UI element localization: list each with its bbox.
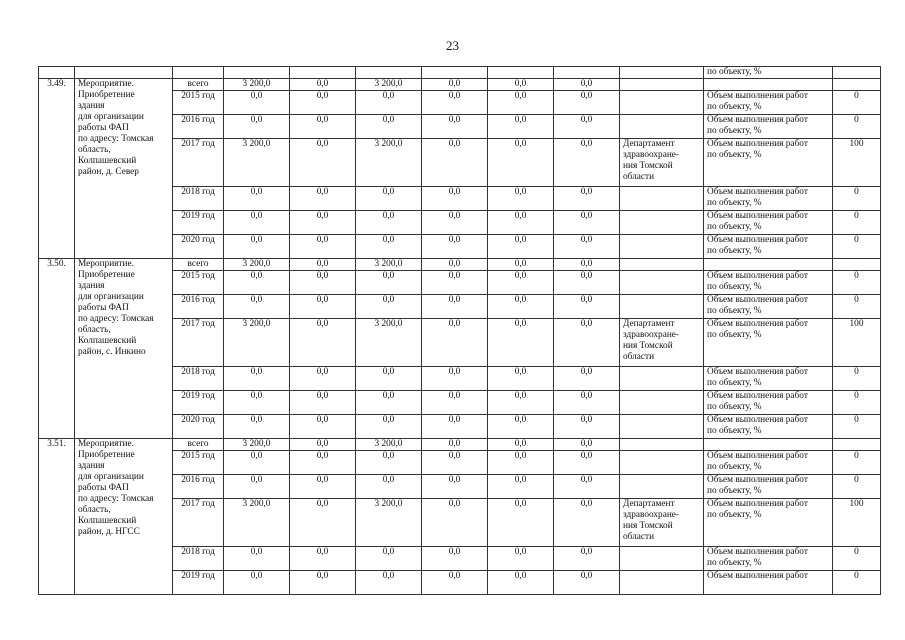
- description-line: район, с. Инкино: [78, 347, 146, 357]
- indicator-line: Объем выполнения работ: [707, 235, 808, 245]
- amount-cell: 0,0: [290, 211, 356, 235]
- description-line: Колпашевский: [78, 516, 137, 526]
- responsible-cell: [620, 475, 704, 499]
- year-cell: 2019 год: [173, 571, 224, 595]
- indicator-cell: [704, 259, 833, 271]
- indicator-cell: [704, 115, 833, 139]
- amount-cell: 0,0: [224, 187, 290, 211]
- indicator-value: 0: [833, 475, 881, 499]
- description-line: Мероприятие.: [78, 439, 134, 449]
- amount-cell: 0,0: [554, 547, 620, 571]
- amount-cell: 0,0: [488, 271, 554, 295]
- amount-cell: 0,0: [422, 295, 488, 319]
- indicator-cell: [704, 139, 833, 187]
- amount-cell: 0,0: [422, 211, 488, 235]
- year-cell: 2018 год: [173, 367, 224, 391]
- description-line: по адресу: Томская: [78, 494, 154, 504]
- responsible-cell: [620, 115, 704, 139]
- amount-cell: 0,0: [422, 415, 488, 439]
- item-number: 3.51.: [39, 439, 75, 595]
- amount-cell: 0,0: [422, 115, 488, 139]
- indicator-value: [833, 439, 881, 451]
- responsible-line: области: [623, 352, 655, 362]
- year-cell: 2015 год: [173, 451, 224, 475]
- amount-cell: 0,0: [554, 235, 620, 259]
- amount-cell: 3 200,0: [224, 79, 290, 91]
- year-cell: 2018 год: [173, 547, 224, 571]
- indicator-line: по объекту, %: [707, 150, 762, 160]
- amount-cell: 0,0: [290, 451, 356, 475]
- amount-cell: 0,0: [224, 391, 290, 415]
- responsible-cell: [620, 79, 704, 91]
- amount-cell: 0,0: [488, 91, 554, 115]
- responsible-cell: [620, 211, 704, 235]
- year-cell: 2019 год: [173, 211, 224, 235]
- year-cell: 2017 год: [173, 499, 224, 547]
- indicator-cell: [704, 547, 833, 571]
- indicator-value: 100: [833, 319, 881, 367]
- amount-cell: 0,0: [290, 259, 356, 271]
- description-line: район, д. Север: [78, 167, 139, 177]
- table-row: [39, 439, 881, 451]
- responsible-cell: [620, 271, 704, 295]
- description-line: Колпашевский: [78, 156, 137, 166]
- amount-cell: 0,0: [554, 475, 620, 499]
- responsible-line: здравоохране-: [623, 150, 680, 160]
- year-cell: 2015 год: [173, 91, 224, 115]
- year-cell: 2017 год: [173, 139, 224, 187]
- amount-cell: 0,0: [422, 475, 488, 499]
- responsible-cell: [620, 571, 704, 595]
- description-line: для организации: [78, 292, 144, 302]
- amount-cell: 0,0: [488, 187, 554, 211]
- responsible-line: области: [623, 172, 655, 182]
- indicator-line: Объем выполнения работ: [707, 115, 808, 125]
- responsible-line: области: [623, 532, 655, 542]
- year-cell: 2019 год: [173, 391, 224, 415]
- amount-cell: 0,0: [290, 415, 356, 439]
- indicator-cell: [704, 391, 833, 415]
- indicator-value: 0: [833, 91, 881, 115]
- amount-cell: 0,0: [422, 367, 488, 391]
- amount-cell: 0,0: [290, 391, 356, 415]
- item-description: [75, 439, 173, 595]
- indicator-cell: [704, 91, 833, 115]
- amount-cell: 0,0: [488, 115, 554, 139]
- indicator-cell: [704, 211, 833, 235]
- item-number: 3.49.: [39, 79, 75, 259]
- amount-cell: 0,0: [356, 211, 422, 235]
- year-cell: 2016 год: [173, 295, 224, 319]
- amount-cell: 0,0: [290, 319, 356, 367]
- amount-cell: 0,0: [356, 187, 422, 211]
- amount-cell: 0,0: [554, 391, 620, 415]
- amount-cell: 0,0: [488, 295, 554, 319]
- amount-cell: 0,0: [488, 139, 554, 187]
- responsible-cell: [620, 451, 704, 475]
- amount-cell: 0,0: [422, 187, 488, 211]
- indicator-line: Объем выполнения работ: [707, 475, 808, 485]
- amount-cell: 3 200,0: [224, 259, 290, 271]
- amount-cell: 0,0: [290, 115, 356, 139]
- description-line: Колпашевский: [78, 336, 137, 346]
- description-line: работы ФАП: [78, 303, 129, 313]
- indicator-value: 0: [833, 235, 881, 259]
- indicator-line: Объем выполнения работ: [707, 451, 808, 461]
- amount-cell: 0,0: [488, 499, 554, 547]
- amount-cell: 0,0: [224, 367, 290, 391]
- amount-cell: 0,0: [422, 499, 488, 547]
- amount-cell: 3 200,0: [356, 79, 422, 91]
- indicator-value: 0: [833, 451, 881, 475]
- indicator-line: Объем выполнения работ: [707, 415, 808, 425]
- year-cell: всего: [173, 79, 224, 91]
- indicator-value: 0: [833, 571, 881, 595]
- indicator-line: по объекту, %: [707, 486, 762, 496]
- amount-cell: 3 200,0: [224, 319, 290, 367]
- indicator-value: 0: [833, 547, 881, 571]
- indicator-value: 0: [833, 115, 881, 139]
- amount-cell: 3 200,0: [224, 439, 290, 451]
- description-line: Приобретение: [78, 450, 135, 460]
- amount-cell: 0,0: [554, 139, 620, 187]
- amount-cell: 0,0: [356, 451, 422, 475]
- description-line: область,: [78, 325, 111, 335]
- amount-cell: 0,0: [224, 415, 290, 439]
- responsible-cell: [620, 319, 704, 367]
- indicator-cell: [704, 319, 833, 367]
- description-line: Мероприятие.: [78, 259, 134, 269]
- indicator-cell: [704, 295, 833, 319]
- indicator-line: по объекту, %: [707, 282, 762, 292]
- program-table: [38, 66, 881, 595]
- indicator-cell: [704, 475, 833, 499]
- year-cell: всего: [173, 259, 224, 271]
- responsible-line: Департамент: [623, 319, 675, 329]
- description-line: здания: [78, 281, 105, 291]
- year-cell: 2020 год: [173, 415, 224, 439]
- amount-cell: 0,0: [422, 319, 488, 367]
- description-line: для организации: [78, 112, 144, 122]
- item-description: [75, 79, 173, 259]
- amount-cell: 0,0: [554, 499, 620, 547]
- item-number: 3.50.: [39, 259, 75, 439]
- amount-cell: 0,0: [554, 439, 620, 451]
- amount-cell: 0,0: [554, 295, 620, 319]
- indicator-line: по объекту, %: [707, 330, 762, 340]
- amount-cell: 0,0: [224, 547, 290, 571]
- description-line: по адресу: Томская: [78, 314, 154, 324]
- indicator-line: Объем выполнения работ: [707, 211, 808, 221]
- item-description: [75, 259, 173, 439]
- amount-cell: 0,0: [290, 79, 356, 91]
- year-cell: 2015 год: [173, 271, 224, 295]
- indicator-value: 0: [833, 271, 881, 295]
- year-cell: 2017 год: [173, 319, 224, 367]
- responsible-cell: [620, 259, 704, 271]
- responsible-cell: [620, 139, 704, 187]
- indicator-value: 0: [833, 415, 881, 439]
- amount-cell: 0,0: [554, 571, 620, 595]
- amount-cell: 0,0: [422, 139, 488, 187]
- responsible-cell: [620, 499, 704, 547]
- indicator-line: Объем выполнения работ: [707, 295, 808, 305]
- amount-cell: 0,0: [554, 451, 620, 475]
- amount-cell: 0,0: [488, 259, 554, 271]
- indicator-line: по объекту, %: [707, 102, 762, 112]
- description-line: работы ФАП: [78, 483, 129, 493]
- indicator-value: 0: [833, 391, 881, 415]
- amount-cell: 0,0: [554, 415, 620, 439]
- amount-cell: 0,0: [356, 475, 422, 499]
- indicator-cell: [704, 439, 833, 451]
- amount-cell: 0,0: [422, 91, 488, 115]
- amount-cell: 0,0: [290, 571, 356, 595]
- indicator-line: Объем выполнения работ: [707, 319, 808, 329]
- amount-cell: 0,0: [224, 475, 290, 499]
- amount-cell: 3 200,0: [356, 319, 422, 367]
- amount-cell: 0,0: [422, 235, 488, 259]
- amount-cell: 3 200,0: [356, 139, 422, 187]
- amount-cell: 0,0: [422, 439, 488, 451]
- continuation-row: [39, 67, 881, 79]
- indicator-value: 100: [833, 139, 881, 187]
- amount-cell: 0,0: [356, 271, 422, 295]
- year-cell: 2016 год: [173, 115, 224, 139]
- amount-cell: 0,0: [290, 439, 356, 451]
- description-line: по адресу: Томская: [78, 134, 154, 144]
- indicator-line: Объем выполнения работ: [707, 271, 808, 281]
- indicator-line: по объекту, %: [707, 306, 762, 316]
- amount-cell: 0,0: [554, 271, 620, 295]
- responsible-line: здравоохране-: [623, 510, 680, 520]
- amount-cell: 0,0: [224, 211, 290, 235]
- amount-cell: 0,0: [356, 235, 422, 259]
- amount-cell: 0,0: [488, 451, 554, 475]
- indicator-line: по объекту, %: [707, 126, 762, 136]
- amount-cell: 0,0: [488, 415, 554, 439]
- amount-cell: 0,0: [488, 391, 554, 415]
- table-body: [39, 67, 881, 595]
- indicator-cell: [704, 571, 833, 595]
- amount-cell: 0,0: [488, 571, 554, 595]
- responsible-line: ния Томской: [623, 521, 673, 531]
- amount-cell: 0,0: [554, 115, 620, 139]
- indicator-cell: [704, 79, 833, 91]
- indicator-cell: [704, 235, 833, 259]
- year-cell: 2018 год: [173, 187, 224, 211]
- amount-cell: 0,0: [290, 91, 356, 115]
- amount-cell: 0,0: [224, 295, 290, 319]
- indicator-line: Объем выполнения работ: [707, 367, 808, 377]
- amount-cell: 3 200,0: [356, 439, 422, 451]
- indicator-cell: [704, 499, 833, 547]
- amount-cell: 0,0: [356, 415, 422, 439]
- responsible-line: здравоохране-: [623, 330, 680, 340]
- amount-cell: 0,0: [290, 499, 356, 547]
- indicator-line: по объекту, %: [707, 462, 762, 472]
- year-cell: 2020 год: [173, 235, 224, 259]
- description-line: работы ФАП: [78, 123, 129, 133]
- description-line: Приобретение: [78, 270, 135, 280]
- amount-cell: 0,0: [488, 319, 554, 367]
- amount-cell: 0,0: [422, 451, 488, 475]
- indicator-line: Объем выполнения работ: [707, 571, 808, 581]
- indicator-value: [833, 79, 881, 91]
- amount-cell: 0,0: [224, 235, 290, 259]
- amount-cell: 0,0: [224, 115, 290, 139]
- amount-cell: 0,0: [488, 79, 554, 91]
- responsible-cell: [620, 415, 704, 439]
- indicator-value: [833, 259, 881, 271]
- responsible-cell: [620, 235, 704, 259]
- amount-cell: 0,0: [554, 79, 620, 91]
- indicator-cell: [704, 367, 833, 391]
- amount-cell: 0,0: [224, 91, 290, 115]
- responsible-cell: [620, 295, 704, 319]
- amount-cell: 0,0: [422, 391, 488, 415]
- indicator-value: 0: [833, 295, 881, 319]
- indicator-line: по объекту, %: [707, 426, 762, 436]
- description-line: здания: [78, 101, 105, 111]
- amount-cell: 0,0: [290, 187, 356, 211]
- amount-cell: 0,0: [224, 571, 290, 595]
- amount-cell: 0,0: [356, 91, 422, 115]
- responsible-cell: [620, 391, 704, 415]
- indicator-value: 0: [833, 367, 881, 391]
- amount-cell: 0,0: [290, 367, 356, 391]
- indicator-line: по объекту, %: [707, 222, 762, 232]
- responsible-cell: [620, 439, 704, 451]
- indicator-line: Объем выполнения работ: [707, 547, 808, 557]
- responsible-line: ния Томской: [623, 161, 673, 171]
- amount-cell: 0,0: [224, 451, 290, 475]
- indicator-cell: [704, 415, 833, 439]
- responsible-cell: [620, 187, 704, 211]
- amount-cell: 0,0: [356, 571, 422, 595]
- amount-cell: 0,0: [554, 367, 620, 391]
- indicator-value: 0: [833, 211, 881, 235]
- amount-cell: 0,0: [290, 475, 356, 499]
- amount-cell: 3 200,0: [224, 499, 290, 547]
- amount-cell: 0,0: [554, 259, 620, 271]
- amount-cell: 0,0: [224, 271, 290, 295]
- page-number: 23: [446, 38, 459, 53]
- indicator-line: по объекту, %: [707, 510, 762, 520]
- amount-cell: 0,0: [290, 139, 356, 187]
- description-line: Мероприятие.: [78, 79, 134, 89]
- description-line: область,: [78, 505, 111, 515]
- description-line: для организации: [78, 472, 144, 482]
- indicator-cell: [704, 187, 833, 211]
- table-row: [39, 79, 881, 91]
- indicator-cell: [704, 451, 833, 475]
- responsible-line: Департамент: [623, 499, 675, 509]
- indicator-line: по объекту, %: [707, 378, 762, 388]
- responsible-line: Департамент: [623, 139, 675, 149]
- amount-cell: 0,0: [488, 211, 554, 235]
- amount-cell: 0,0: [356, 391, 422, 415]
- indicator-line: Объем выполнения работ: [707, 187, 808, 197]
- amount-cell: 0,0: [554, 91, 620, 115]
- indicator-line: по объекту, %: [707, 402, 762, 412]
- amount-cell: 0,0: [488, 475, 554, 499]
- amount-cell: 0,0: [488, 235, 554, 259]
- amount-cell: 0,0: [554, 211, 620, 235]
- indicator-line: по объекту, %: [707, 198, 762, 208]
- indicator-line: по объекту, %: [707, 246, 762, 256]
- amount-cell: 0,0: [356, 547, 422, 571]
- indicator-line: Объем выполнения работ: [707, 499, 808, 509]
- amount-cell: 3 200,0: [224, 139, 290, 187]
- indicator-value: 0: [833, 187, 881, 211]
- indicator-line: Объем выполнения работ: [707, 91, 808, 101]
- description-line: здания: [78, 461, 105, 471]
- amount-cell: 3 200,0: [356, 499, 422, 547]
- amount-cell: 0,0: [488, 439, 554, 451]
- description-line: район, д. НГСС: [78, 527, 140, 537]
- indicator-line: Объем выполнения работ: [707, 391, 808, 401]
- responsible-cell: [620, 367, 704, 391]
- amount-cell: 0,0: [422, 571, 488, 595]
- amount-cell: 0,0: [488, 547, 554, 571]
- indicator-value: 100: [833, 499, 881, 547]
- amount-cell: 0,0: [356, 367, 422, 391]
- amount-cell: 0,0: [290, 547, 356, 571]
- description-line: область,: [78, 145, 111, 155]
- year-cell: 2016 год: [173, 475, 224, 499]
- amount-cell: 3 200,0: [356, 259, 422, 271]
- amount-cell: 0,0: [554, 319, 620, 367]
- responsible-line: ния Томской: [623, 341, 673, 351]
- description-line: Приобретение: [78, 90, 135, 100]
- continuation-indicator: по объекту, %: [704, 67, 833, 79]
- indicator-line: по объекту, %: [707, 558, 762, 568]
- amount-cell: 0,0: [422, 271, 488, 295]
- indicator-line: Объем выполнения работ: [707, 139, 808, 149]
- indicator-cell: [704, 271, 833, 295]
- amount-cell: 0,0: [554, 187, 620, 211]
- amount-cell: 0,0: [488, 367, 554, 391]
- responsible-cell: [620, 547, 704, 571]
- amount-cell: 0,0: [422, 547, 488, 571]
- amount-cell: 0,0: [422, 259, 488, 271]
- amount-cell: 0,0: [290, 235, 356, 259]
- amount-cell: 0,0: [356, 115, 422, 139]
- amount-cell: 0,0: [422, 79, 488, 91]
- amount-cell: 0,0: [290, 271, 356, 295]
- amount-cell: 0,0: [290, 295, 356, 319]
- amount-cell: 0,0: [356, 295, 422, 319]
- responsible-cell: [620, 91, 704, 115]
- table-row: [39, 259, 881, 271]
- year-cell: всего: [173, 439, 224, 451]
